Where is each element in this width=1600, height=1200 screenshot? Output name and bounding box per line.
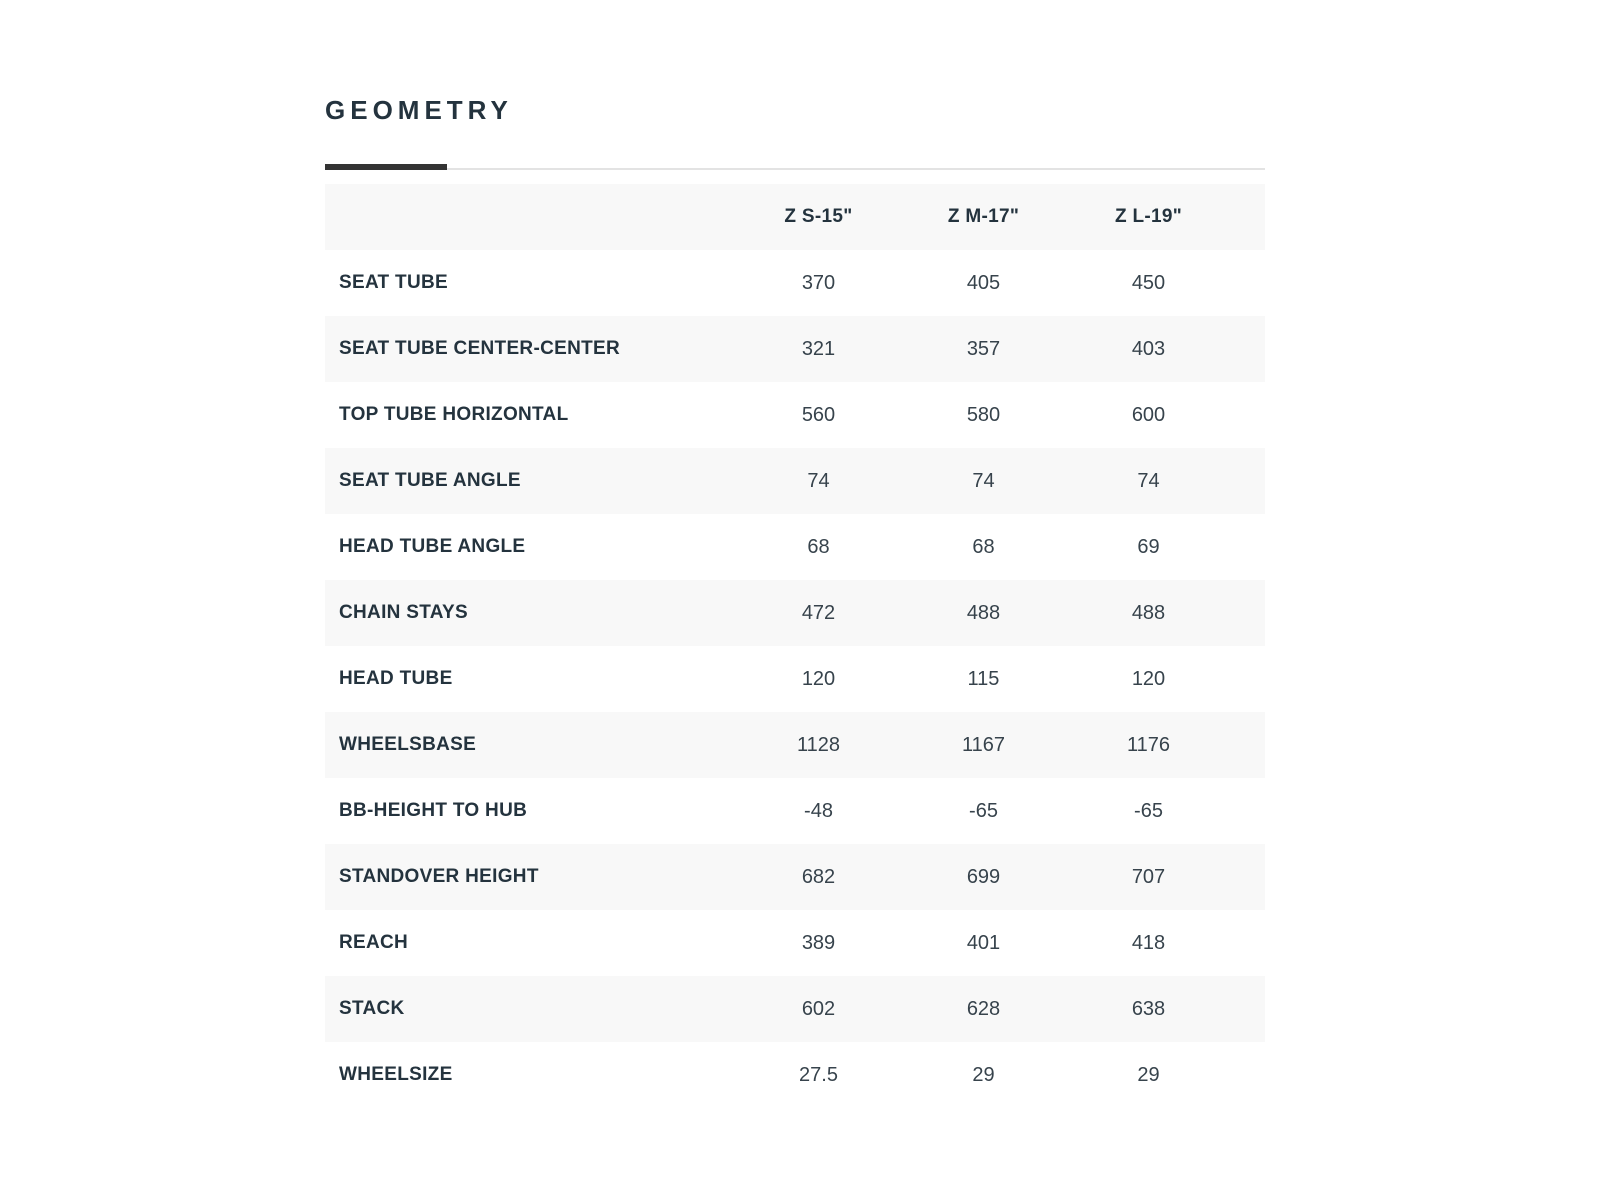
spec-value: 74 (1137, 469, 1160, 492)
divider-line (325, 168, 1265, 170)
spec-value: 357 (966, 337, 1001, 360)
spec-value: -48 (804, 799, 833, 822)
spec-label: BB-HEIGHT TO HUB (339, 800, 528, 821)
spec-value: 29 (972, 1063, 995, 1086)
spec-value: 29 (1137, 1063, 1160, 1086)
spec-value: 450 (1131, 271, 1166, 294)
table-row (325, 910, 1265, 976)
spec-value: 403 (1131, 337, 1166, 360)
spec-value: 472 (801, 601, 836, 624)
section-divider (325, 164, 1265, 170)
spec-label: REACH (339, 932, 409, 953)
geometry-table (325, 184, 1265, 1108)
spec-value: 68 (807, 535, 830, 558)
spec-label: STANDOVER HEIGHT (339, 866, 539, 887)
spec-value: 699 (966, 865, 1001, 888)
spec-value: 602 (801, 997, 836, 1020)
spec-value: 580 (966, 403, 1001, 426)
spec-value: 389 (801, 931, 836, 954)
table-row (325, 646, 1265, 712)
spec-value: 115 (967, 667, 1000, 690)
spec-value: 1176 (1126, 733, 1170, 756)
spec-label: SEAT TUBE (339, 272, 448, 293)
table-row (325, 250, 1265, 316)
spec-label: STACK (339, 998, 405, 1019)
spec-value: 628 (966, 997, 1001, 1020)
column-header: Z L-19" (1114, 206, 1183, 227)
spec-value: 560 (801, 403, 836, 426)
table-row (325, 580, 1265, 646)
table-row (325, 448, 1265, 514)
spec-label: TOP TUBE HORIZONTAL (339, 404, 569, 425)
table-header-row (325, 184, 1265, 250)
spec-label: HEAD TUBE ANGLE (339, 536, 526, 557)
spec-value: 370 (801, 271, 836, 294)
spec-label: SEAT TUBE CENTER-CENTER (339, 338, 620, 359)
spec-label: SEAT TUBE ANGLE (339, 470, 521, 491)
spec-value: 638 (1131, 997, 1166, 1020)
geometry-section (325, 92, 1265, 1108)
spec-value: 405 (966, 271, 1001, 294)
column-header: Z M-17" (947, 206, 1020, 227)
spec-value: 418 (1131, 931, 1166, 954)
spec-value: -65 (969, 799, 998, 822)
spec-label: CHAIN STAYS (339, 602, 468, 623)
table-row (325, 1042, 1265, 1108)
spec-value: 1167 (961, 733, 1005, 756)
table-row (325, 514, 1265, 580)
spec-label: WHEELSIZE (339, 1064, 453, 1085)
spec-value: 321 (801, 337, 836, 360)
spec-label: HEAD TUBE (339, 668, 453, 689)
spec-value: -65 (1134, 799, 1163, 822)
column-header: Z S-15" (784, 206, 853, 227)
spec-label: WHEELSBASE (339, 734, 477, 755)
spec-value: 1128 (796, 733, 840, 756)
divider-accent-bar (325, 164, 447, 170)
spec-value: 68 (972, 535, 995, 558)
table-row (325, 976, 1265, 1042)
table-row (325, 712, 1265, 778)
table-row (325, 778, 1265, 844)
page-title: GEOMETRY (325, 95, 513, 125)
spec-value: 120 (801, 667, 836, 690)
spec-value: 488 (1131, 601, 1166, 624)
spec-value: 401 (966, 931, 1001, 954)
spec-value: 69 (1137, 535, 1160, 558)
spec-value: 707 (1131, 865, 1166, 888)
spec-value: 600 (1131, 403, 1166, 426)
spec-value: 74 (972, 469, 995, 492)
table-row (325, 382, 1265, 448)
spec-value: 488 (966, 601, 1001, 624)
spec-value: 120 (1131, 667, 1166, 690)
spec-value: 682 (801, 865, 836, 888)
table-row (325, 316, 1265, 382)
spec-value: 74 (807, 469, 830, 492)
table-row (325, 844, 1265, 910)
spec-value: 27.5 (799, 1063, 838, 1086)
